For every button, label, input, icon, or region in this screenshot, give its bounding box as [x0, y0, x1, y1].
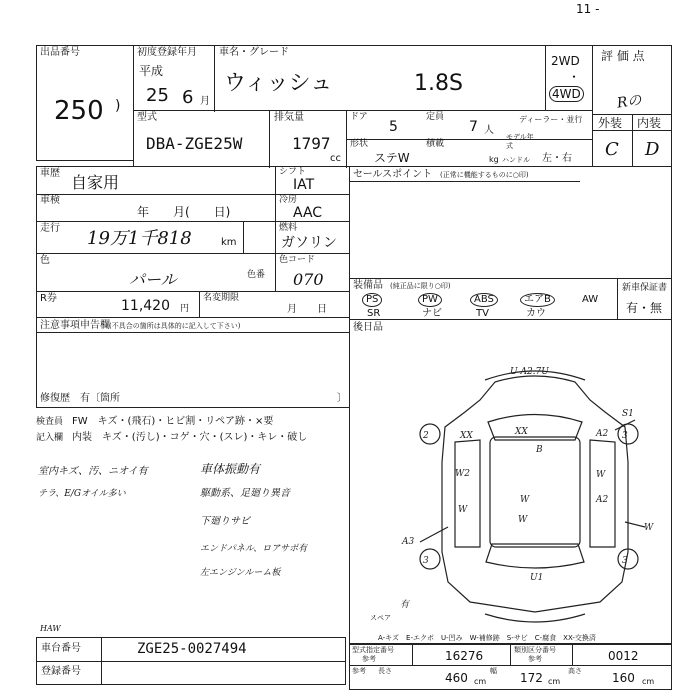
- handnote-left-1: 室内キズ、汚、ニオイ有: [38, 466, 148, 477]
- mark-right-a2: A2: [596, 495, 609, 505]
- exterior-label: 外装: [598, 116, 623, 130]
- name-change-label: 名変期限: [203, 293, 240, 303]
- equip-pw: PW: [418, 293, 442, 307]
- doors: 5: [389, 119, 398, 135]
- repair-close: 〕: [337, 393, 347, 404]
- interior-grade: D: [645, 139, 660, 160]
- notes-label: 注意事項申告欄: [40, 320, 110, 331]
- color-code-label: 色コード: [279, 255, 316, 265]
- model-designation-label: 型式指定番号: [352, 646, 394, 654]
- inspection-rows: [36, 415, 348, 451]
- width-label: 幅: [490, 667, 497, 675]
- history-label: 車歴: [40, 168, 60, 179]
- mark-rear: U1: [530, 573, 544, 583]
- person-unit: 人: [484, 125, 494, 136]
- equip-navi: ナビ: [422, 308, 442, 319]
- height-unit: cm: [642, 677, 655, 686]
- equip-sr: SR: [367, 308, 381, 319]
- lot-paren: ): [115, 98, 121, 114]
- exterior-grade: C: [605, 139, 619, 160]
- inspection-row2: 内装 キズ・(汚し)・コゲ・穴・(スレ)・キレ・破し: [72, 432, 308, 443]
- notes-box: [36, 317, 350, 408]
- equip-abs: ABS: [470, 293, 498, 307]
- ref-label-1: 参考: [362, 655, 376, 663]
- color: パール: [129, 270, 177, 289]
- shift-label: シフト: [279, 167, 307, 177]
- displacement: 1797: [292, 134, 331, 153]
- cc-unit: cc: [330, 153, 341, 164]
- lot-label: 出品番号: [40, 47, 80, 58]
- equipment-note: (純正品に限り○印): [390, 282, 451, 290]
- handnote-right-3: 下廻りサビ: [200, 516, 250, 527]
- inspection-row1: FW キズ・(飛石)・ヒビ割・リペア跡・×要: [72, 416, 274, 427]
- shaken-fmt: 年 月( 日): [137, 205, 231, 219]
- handnote-right-5: 左エンジンルーム板: [200, 568, 281, 578]
- width: 172: [520, 671, 543, 685]
- mark-wheel-rl: 3: [423, 556, 429, 566]
- load-label: 積載: [426, 139, 445, 149]
- kg-unit: kg: [489, 155, 499, 164]
- length: 460: [445, 671, 468, 685]
- mark-hood: XX: [515, 427, 528, 437]
- equip-cow: カウ: [526, 308, 546, 319]
- shift: IAT: [293, 177, 315, 193]
- era: 平成: [139, 64, 164, 78]
- warranty-label: 新車保証書: [622, 283, 668, 293]
- length-label: 長さ: [378, 667, 392, 675]
- mark-fl: XX: [460, 431, 473, 441]
- ref-label-3: 参考: [352, 667, 366, 675]
- name-grade-label: 車名・グレード: [219, 47, 289, 58]
- spare-label: スペア: [370, 614, 391, 622]
- color-no: 070: [293, 270, 324, 289]
- after-label: 後日品: [353, 322, 383, 333]
- mark-rl-a3: A3: [402, 537, 415, 547]
- mark-wheel-fl: 2: [423, 431, 429, 441]
- sales-note: (正常に機能するものに○印): [440, 171, 529, 179]
- history-grid: [36, 166, 350, 318]
- equip-tv: TV: [476, 308, 489, 319]
- mileage-label: 走行: [40, 223, 60, 234]
- handnote-right-4: エンドパネル、ロアサポ有: [200, 544, 308, 554]
- shape: ステW: [374, 151, 410, 165]
- car-name: ウィッシュ: [224, 71, 333, 96]
- grade: 1.8S: [414, 71, 463, 96]
- drive-2wd: 2WD: [551, 54, 580, 68]
- sales-label: セールスポイント: [353, 169, 433, 180]
- capacity-label: 定員: [426, 112, 445, 122]
- equip-aw: AW: [582, 294, 599, 305]
- color-label: 色: [40, 255, 50, 266]
- ref-label-2: 参考: [528, 655, 542, 663]
- ac: AAC: [293, 205, 323, 221]
- shaken-label: 車検: [40, 195, 60, 206]
- class-label: 類別区分番号: [514, 646, 556, 654]
- mark-roof-w2: W: [518, 515, 528, 525]
- model-designation: 16276: [445, 649, 484, 663]
- diagram-legend: A-キズ E-エクボ U-凹み W-補修跡 S-サビ C-腐食 XX-交換済: [378, 634, 596, 642]
- model-label: 型式: [137, 112, 157, 123]
- equip-ps: PS: [362, 293, 382, 307]
- inspector-mark: HAW: [40, 624, 61, 633]
- interior-label: 内装: [637, 116, 662, 130]
- km-unit: km: [221, 237, 237, 248]
- spec-row: [133, 110, 593, 167]
- footer-right: [349, 644, 672, 690]
- dealer-label: ディーラー・並行: [519, 115, 583, 124]
- handnote-left-2: テラ、E/Gオイル多い: [38, 489, 126, 499]
- sales-box: [349, 166, 672, 279]
- history-value: 自家用: [71, 173, 120, 192]
- mark-right-w: W: [596, 470, 606, 480]
- shape-label: 形状: [350, 139, 369, 149]
- inspector-label: 検査員: [36, 417, 64, 427]
- mark-wheel-fr: 3: [622, 431, 628, 441]
- model-year-label: モデル年式: [506, 133, 534, 150]
- first-reg-row: [133, 45, 546, 111]
- first-reg-label: 初度登録年月: [137, 47, 197, 58]
- reg-year: 25: [146, 85, 169, 106]
- chassis-label: 車台番号: [41, 643, 81, 654]
- fuel-label: 燃料: [279, 223, 298, 233]
- warranty-value: 有・無: [626, 301, 663, 315]
- name-change-fmt: 月 日: [287, 304, 327, 315]
- handle: 左・右: [542, 153, 572, 164]
- equipment-label: 装備品: [353, 280, 383, 291]
- ac-label: 冷房: [279, 195, 298, 205]
- height: 160: [612, 671, 635, 685]
- mark-rr-w: W: [644, 523, 654, 533]
- chassis-number: ZGE25-0027494: [137, 641, 247, 657]
- score-box: [592, 45, 672, 167]
- footer-left: [36, 637, 346, 685]
- car-diagram: [400, 352, 670, 632]
- month-unit: 月: [200, 96, 210, 107]
- mark-front-bumper: U A2.7U: [510, 367, 549, 377]
- repair-label: 修復歴 有〔箇所: [40, 393, 120, 404]
- drive-box: 2WD ・ 4WD: [545, 45, 593, 111]
- door-label: ドア: [350, 112, 368, 122]
- mark-fr-a2: A2: [596, 429, 609, 439]
- length-unit: cm: [474, 677, 487, 686]
- height-label: 高さ: [568, 667, 582, 675]
- handnote-right-2: 駆動系、足廻り異音: [200, 488, 290, 499]
- equip-airbag: エアB: [520, 293, 555, 307]
- drive-4wd: 4WD: [549, 86, 584, 102]
- handnote-right-1: 車体振動有: [200, 462, 261, 476]
- reg-month: 6: [182, 87, 194, 108]
- equipment-box: [349, 278, 672, 320]
- lot-number: 250: [54, 96, 104, 126]
- corner-mark: 11 -: [576, 2, 600, 16]
- mark-front-b: B: [536, 445, 543, 455]
- width-unit: cm: [548, 677, 561, 686]
- notes-sub: (不具合の箇所は具体的に記入して下さい): [109, 322, 241, 330]
- entry-label: 記入欄: [36, 433, 64, 443]
- mark-roof-w: W: [520, 495, 530, 505]
- color-no-label: 色番: [247, 270, 266, 280]
- displacement-label: 排気量: [274, 112, 304, 123]
- model: DBA-ZGE25W: [146, 134, 243, 153]
- mark-left-w2: W2: [455, 469, 470, 479]
- score-label: 評 価 点: [601, 49, 645, 63]
- tax-unit: 円: [180, 304, 190, 314]
- lot-box: [36, 45, 134, 161]
- mileage: 19万1千818: [87, 228, 192, 249]
- score-value: Rの: [616, 92, 643, 112]
- tax-amount: 11,420: [121, 298, 170, 314]
- fuel: ガソリン: [281, 235, 337, 251]
- mark-wheel-rr: 3: [622, 556, 628, 566]
- mark-spare: 有: [400, 600, 410, 610]
- mark-fr-s1: S1: [622, 409, 634, 419]
- handle-label: ハンドル: [502, 156, 530, 164]
- mark-left-w: W: [458, 505, 468, 515]
- class-value: 0012: [608, 649, 639, 663]
- capacity: 7: [469, 119, 478, 135]
- reg-label: 登録番号: [41, 666, 81, 677]
- tax-label: R券: [40, 293, 57, 304]
